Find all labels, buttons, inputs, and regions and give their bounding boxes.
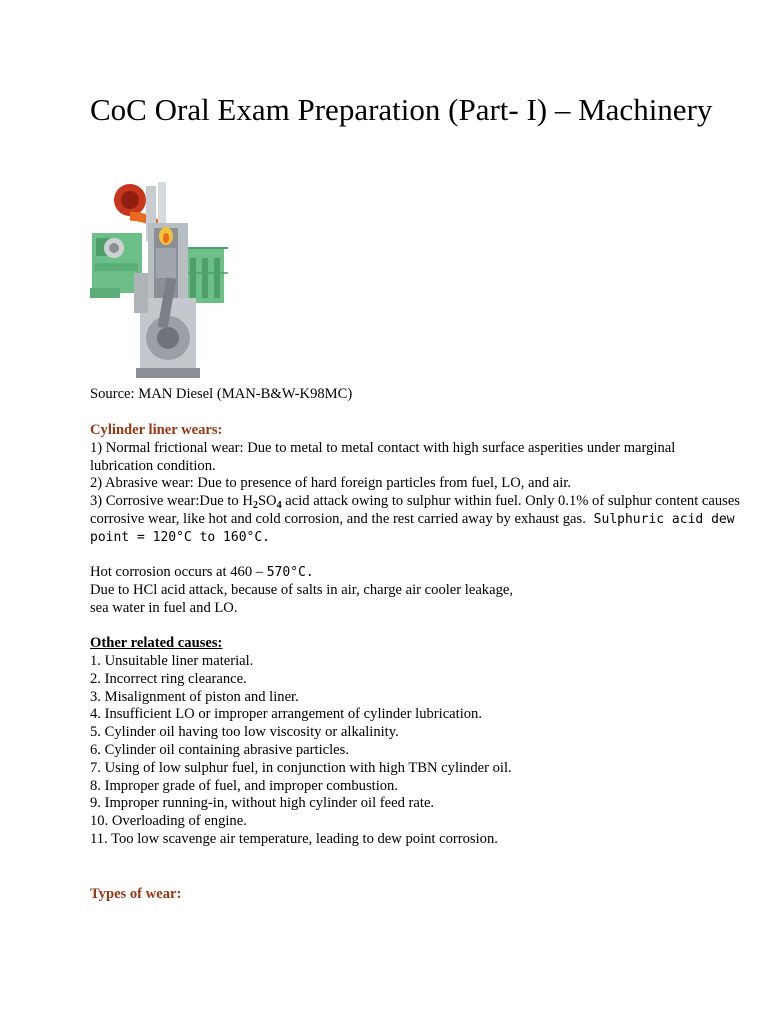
hot-corrosion-prefix: Hot corrosion occurs at 460 – [90,564,267,580]
list-item: 8. Improper grade of fuel, and improper combustion. [90,777,399,794]
list-item: 3. Misalignment of piston and liner. [90,688,299,705]
list-item: 7. Using of low sulphur fuel, in conjunction with high TBN cylinder oil. [90,759,512,776]
list-item: 5. Cylinder oil having too low viscosity or alkalinity. [90,724,399,741]
figure-caption: Source: MAN Diesel (MAN-B&W-K98MC) [90,386,353,402]
engine-cutaway-icon [90,178,230,383]
item3-gas: gas. [562,510,586,527]
list-item: 2. Incorrect ring clearance. [90,670,247,687]
formula-h2so4 [242,493,281,509]
liner-wear-heading: Cylinder liner wears: [90,422,223,438]
types-of-wear-heading: Types of wear: [90,886,182,902]
list-item: 4. Insufficient LO or improper arrangement of cylinder lubrication. [90,706,483,723]
formula-so: SO [257,493,277,509]
liner-wear-item-3 [90,493,740,546]
formula-so-sub: 4 [276,500,282,511]
page-title: CoC Oral Exam Preparation (Part- I) – Machinery [90,92,713,127]
dew-point-note: Sulphuric acid dew point = 120°C to 160°C. [90,511,735,545]
liner-wear-item-2: 2) Abrasive wear: Due to presence of hard foreign particles from fuel, LO, and air. [90,475,572,491]
item3-prefix: 3) Corrosive wear:Due to [90,493,243,509]
formula-h-sub: 2 [252,500,258,511]
list-item: 10. Overloading of engine. [90,813,247,830]
formula-h: H [242,493,253,509]
engine-figure [90,178,230,383]
other-causes-list [90,653,740,849]
liner-wear-item-1: 1) Normal frictional wear: Due to metal to metal contact with high surface asperities under marginal lubrication condition. [90,440,676,474]
item3-suffix: acid attack owing to sulphur within fuel. Only 0.1% of sulphur content causes corrosive wear, like hot and cold corrosion, and the rest carried away by exhaust [90,493,740,527]
list-item: 9. Improper running-in, without high cylinder oil feed rate. [90,795,435,812]
list-item: 1. Unsuitable liner material. [90,653,254,669]
hot-corrosion-line-3: sea water in fuel and LO. [90,600,238,616]
hot-corrosion-line-1 [90,564,740,582]
list-item: 11. Too low scavenge air temperature, leading to dew point corrosion. [90,830,498,847]
hot-corrosion-line-2: Due to HCl acid attack, because of salts in air, charge air cooler leakage, [90,582,513,598]
list-item: 6. Cylinder oil containing abrasive particles. [90,741,349,758]
other-causes-heading: Other related causes: [90,635,223,651]
hot-corrosion-temp: 570°C. [266,565,314,580]
